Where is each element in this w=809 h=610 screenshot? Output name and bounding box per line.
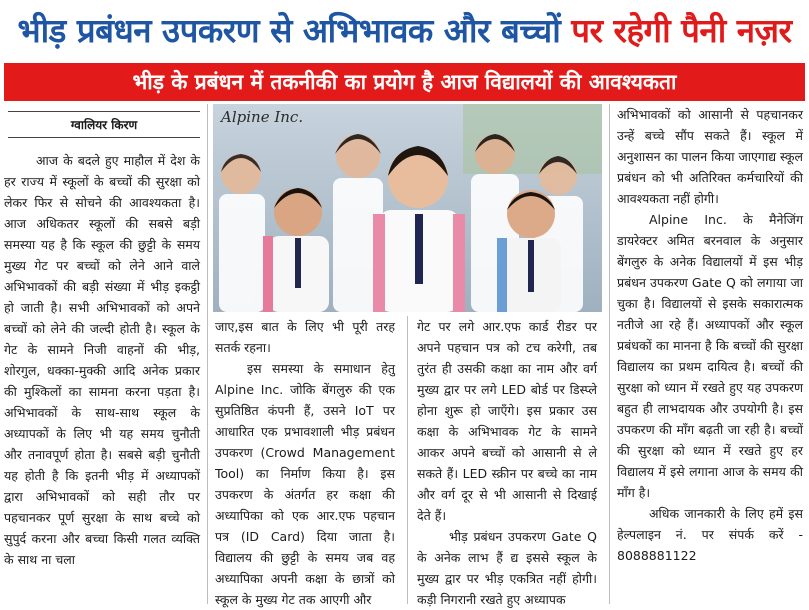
byline-rule-bottom [8, 137, 200, 138]
col4-paragraph-2: Alpine Inc. के मैनेजिंग डायरेक्टर अमित बरनवाल के अनुसार बेंगलुरु के अनेक विद्यालयों में इस भीड़ प्रबंधन उपकरण Gate Q को लगाया जा चुका है। विद्यालयों से इसके सकारात्मक नतीजे आ रहे हैं। अध्यापकों और स्कूल प्रबंधकों का मानना है कि बच्चों की सुरक्षा विद्यालय का प्रथम दायित्व है। बच्चों की सुरक्षा को ध्यान में रखते हुए यह उपकरण बहुत ही लाभदायक और उपयोगी है। इस उपकरण की माँग बढ़ती जा रही है। बच्चों की सुरक्षा को ध्यान में रखते हुए हर विद्यालय में इसे लगाना आज के समय की माँग है। [617, 212, 803, 500]
article-column-4 [617, 104, 803, 566]
article-column-2 [215, 316, 395, 610]
col3-paragraph-1: गेट पर लगे आर.एफ कार्ड रीडर पर अपने पहचान पत्र को टच करेगी, तब तुरंत ही उसकी कक्षा का नाम और वर्ग मुख्य द्वार पर लगे LED बोर्ड पर डिस्प्ले होना शुरू हो जाएँगे। इस प्रकार उस कक्षा के अभिभावक गेट के सामने आकर अपने बच्चों को आसानी से ले सकते हैं। LED स्क्रीन पर बच्चे का नाम और वर्ग दूर से भी आसानी से दिखाई देते हैं। [417, 319, 597, 523]
photo-brand-watermark: Alpine Inc. [221, 108, 304, 126]
column-divider-2 [407, 316, 408, 604]
col3-paragraph-2: भीड़ प्रबंधन उपकरण Gate Q के अनेक लाभ हैं द्य इससे स्कूल के मुख्य द्वार पर भीड़ एकत्रित नहीं होगी। कड़ी निगरानी रखते हुए अध्यापक [417, 529, 597, 607]
column-divider-3 [609, 104, 610, 604]
col1-paragraph-1: आज के बदले हुए माहौल में देश के हर राज्य में स्कूलों के बच्चों की सुरक्षा को लेकर फिर से सोचने की आवश्यकता है। आज अधिकतर स्कूलों की सबसे बड़ी समस्या यह है कि स्कूल की छुट्टी के समय मुख्य गेट पर बच्चों को लेने आने वाले अभिभावकों की बड़ी संख्या में भीड़ इकट्ठी हो जाती है। सभी अभिभावकों को अपने बच्चों को लेने की जल्दी होती है। स्कूल के गेट के सामने निजी वाहनों की भीड़, शोरगुल, धक्का-मुक्की आदि अनेक प्रकार की मुश्किलों का सामना करना पड़ता है। अभिभावकों के साथ-साथ स्कूल के अध्यापकों के लिए भी यह समय चुनौती और तनावपूर्ण होता है। सबसे बड़ी चुनौती यह होती है कि इतनी भीड़ में अध्यापकों द्वारा अभिभावकों को सही तौर पर पहचानकर पूर्ण सुरक्षा के साथ बच्चे को सुपुर्द करना और बच्चा किसी गलत व्यक्ति के साथ ना चला [4, 153, 200, 567]
headline [0, 2, 809, 60]
byline-rule-top [8, 111, 200, 112]
subheadline-banner: भीड़ के प्रबंधन में तकनीकी का प्रयोग है आज विद्यालयों की आवश्यकता [4, 63, 805, 101]
article-column-3 [417, 316, 597, 610]
students-photo-illustration [213, 104, 602, 312]
col2-paragraph-2: इस समस्या के समाधान हेतु Alpine Inc. जोकि बेंगलुरु की एक सुप्रतिष्ठित कंपनी हैं, उसने IoT पर आधारित एक प्रभावशाली भीड़ प्रबंधन उपकरण (Crowd Management Tool) का निर्माण किया है। इस उपकरण के अंतर्गत हर कक्षा की अध्यापिका को एक आर.एफ पहचान पत्र (ID Card) दिया जाता है। विद्यालय की छुट्टी के समय जब वह अध्यापिका अपनी कक्षा के छात्रों को स्कूल के मुख्य गेट तक आएगी और [215, 361, 395, 607]
byline-text: ग्वालियर किरण [70, 118, 138, 132]
headline-part-red: पर रहेगी पैनी नज़र [571, 11, 792, 50]
col2-paragraph-1: जाए,इस बात के लिए भी पूरी तरह सतर्क रहना। [215, 319, 395, 355]
column-divider-1 [207, 104, 208, 604]
col4-paragraph-1: अभिभावकों को आसानी से पहचानकर उन्हें बच्चे सौंप सकते हैं। स्कूल में अनुशासन का पालन किया जाएगाद्य स्कूल प्रबंधन को भी अतिरिक्त कर्मचारियों की आवश्यकता नहीं होगी। [617, 107, 803, 206]
students-photo [213, 104, 602, 312]
headline-part-blue: भीड़ प्रबंधन उपकरण से अभिभावक और बच्चों [17, 11, 561, 50]
col4-paragraph-3: अधिक जानकारी के लिए हमें इस हेल्पलाइन नं. पर संपर्क करें - 8088881122 [617, 506, 803, 563]
article-column-1 [4, 150, 200, 570]
byline [4, 111, 204, 138]
